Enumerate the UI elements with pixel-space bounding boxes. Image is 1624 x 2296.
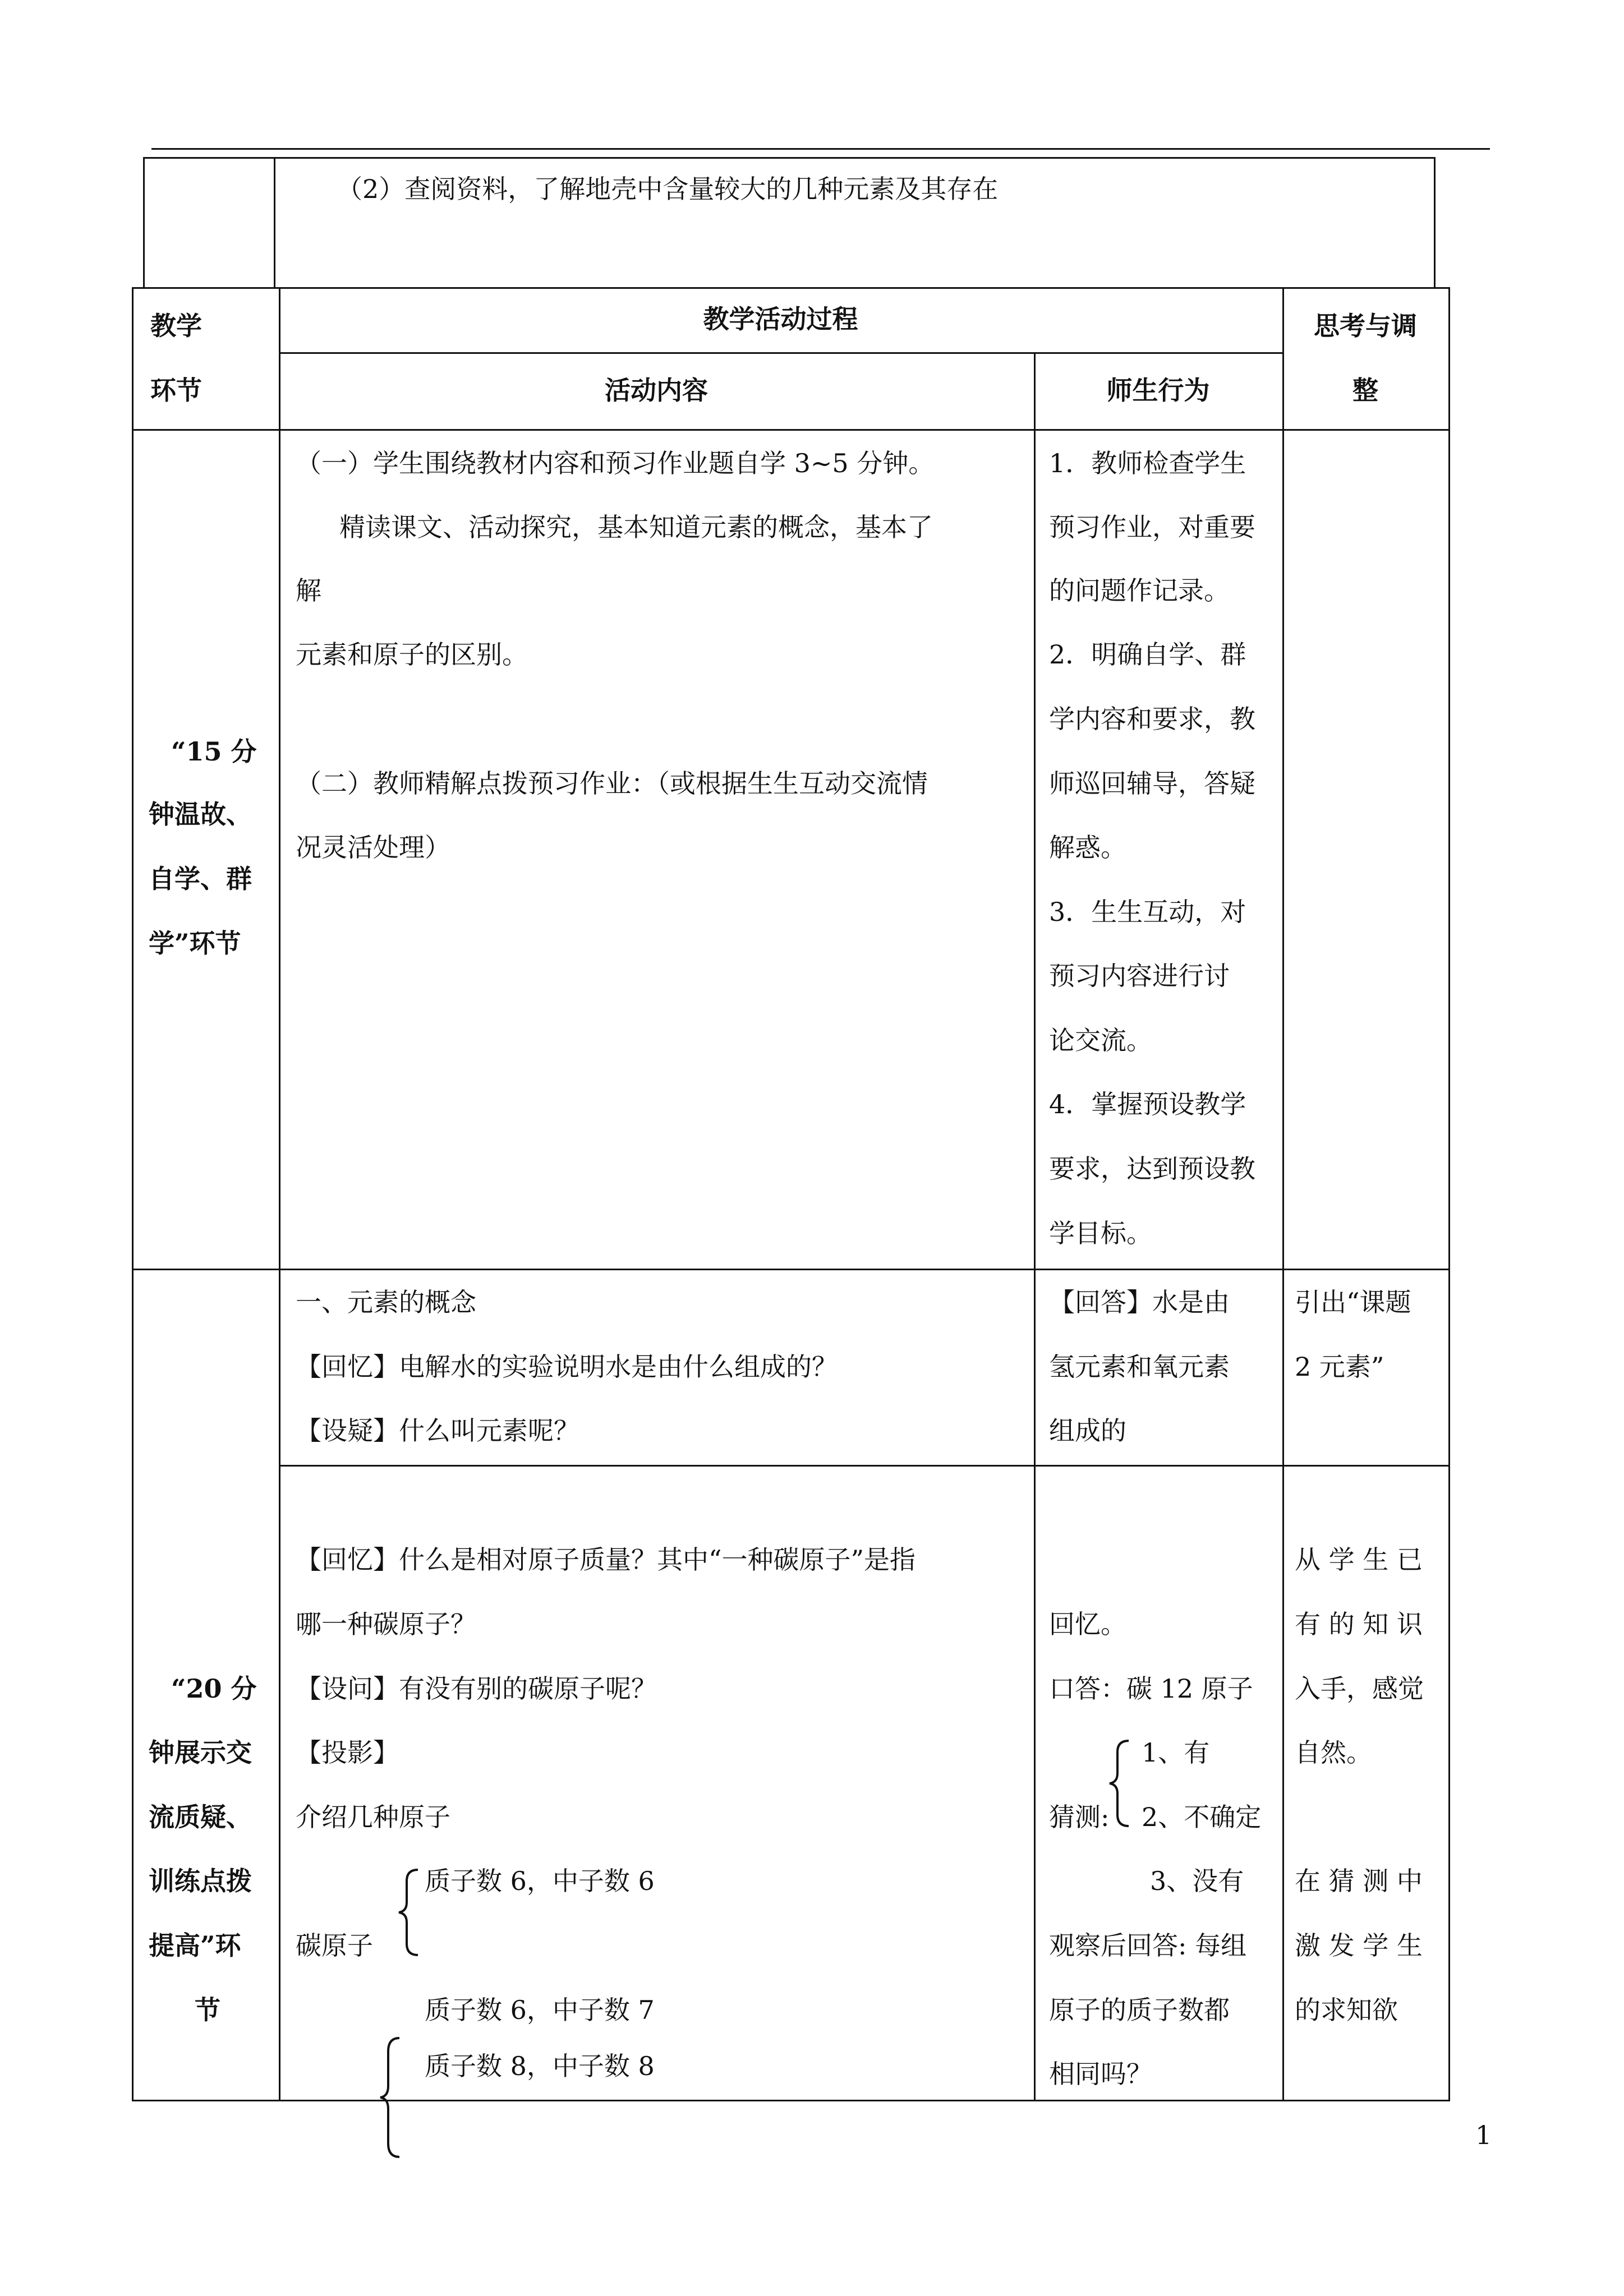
section1-behavior-1: 1．教师检查学生: [1049, 448, 1246, 478]
section2b-behavior-2: 口答：碳 12 原子: [1049, 1673, 1253, 1704]
header-section-line2: 环节: [150, 375, 202, 405]
section1-behavior-8: 3．生生互动，对: [1049, 897, 1246, 927]
carbon-brace-icon: [395, 1868, 424, 1957]
header-reflect-line2: 整: [1352, 375, 1378, 405]
section1-behavior-13: 学目标。: [1049, 1218, 1152, 1248]
guess-label: 猜测:: [1049, 1802, 1110, 1832]
section1-behavior-12: 要求，达到预设教: [1049, 1154, 1255, 1184]
observe-3: 相同吗？: [1049, 2059, 1152, 2089]
table-top-border: [132, 287, 1450, 289]
section2b-label-5: 提高”环: [149, 1930, 241, 1961]
guess-item-1: 1、有: [1142, 1737, 1210, 1768]
section2b-label-3: 流质疑、: [149, 1802, 252, 1832]
section2a-reflect-2: 2 元素”: [1295, 1352, 1384, 1382]
header-bottom-rule: [132, 429, 1450, 431]
section2a-content-2: 【回忆】电解水的实验说明水是由什么组成的？: [296, 1352, 838, 1382]
section2b-reflect-4: 自然。: [1295, 1737, 1372, 1768]
section2b-content-3: 【设问】有没有别的碳原子呢？: [296, 1673, 657, 1704]
section1-content-3: 解: [296, 575, 321, 606]
section1-bottom-rule: [132, 1269, 1450, 1270]
section1-behavior-2: 预习作业，对重要: [1049, 512, 1255, 542]
col-divider-1: [279, 287, 280, 2101]
observe-2: 原子的质子数都: [1049, 1995, 1230, 2025]
carbon-item-1: 质子数 6，中子数 6: [425, 1866, 655, 1896]
section1-behavior-9: 预习内容进行讨: [1049, 961, 1230, 991]
section2b-content-5: 介绍几种原子: [296, 1802, 450, 1832]
table-left-border: [132, 287, 134, 2101]
header-section-line1: 教学: [150, 311, 202, 341]
section2b-reflect-7: 的求知欲: [1295, 1995, 1398, 2025]
section2a-behavior-1: 【回答】水是由: [1049, 1287, 1230, 1317]
section1-label-2: 钟温故、: [149, 799, 252, 829]
top-row-top-border: [143, 157, 1436, 159]
section1-behavior-4: 2．明确自学、群: [1049, 639, 1246, 670]
section2b-reflect-2: 有 的 知 识: [1295, 1609, 1423, 1639]
section1-content-5: （二）教师精解点拨预习作业：（或根据生生互动交流情: [296, 768, 928, 799]
section1-content-4: 元素和原子的区别。: [296, 639, 528, 670]
section2b-reflect-5: 在 猜 测 中: [1295, 1866, 1423, 1896]
section2b-content-2: 哪一种碳原子？: [296, 1609, 476, 1639]
section1-label-1: “15 分: [171, 736, 257, 767]
top-row-text: （2）查阅资料，了解地壳中含量较大的几种元素及其存在: [337, 174, 999, 204]
section1-content-6: 况灵活处理）: [296, 832, 450, 863]
section2a-behavior-3: 组成的: [1049, 1416, 1126, 1446]
guess-brace-icon: [1106, 1739, 1134, 1828]
section2b-label-2: 钟展示交: [149, 1737, 252, 1768]
header-content: 活动内容: [605, 375, 708, 405]
page-number: 1: [1475, 2120, 1492, 2150]
section2a-behavior-2: 氢元素和氧元素: [1049, 1352, 1230, 1382]
guess-item-3: 3、没有: [1150, 1866, 1244, 1896]
header-reflect-line1: 思考与调: [1314, 311, 1417, 341]
header-subrule: [279, 352, 1284, 354]
section1-behavior-3: 的问题作记录。: [1049, 575, 1230, 606]
table-right-border: [1448, 287, 1450, 2101]
oxygen-brace-icon: [377, 2036, 405, 2159]
observe-1: 观察后回答: 每组: [1049, 1930, 1247, 1961]
carbon-label: 碳原子: [296, 1930, 373, 1961]
section2a-reflect-1: 引出“课题: [1295, 1287, 1411, 1317]
top-row-right-border: [1434, 157, 1436, 289]
top-row-divider: [274, 157, 275, 289]
section1-label-3: 自学、群: [149, 864, 252, 894]
table-bottom-border: [132, 2100, 1450, 2101]
guess-item-2: 2、不确定: [1142, 1802, 1262, 1832]
section1-behavior-11: 4．掌握预设教学: [1049, 1089, 1246, 1119]
section1-content-1: （一）学生围绕教材内容和预习作业题自学 3~5 分钟。: [296, 448, 935, 478]
section1-label-4: 学”环节: [149, 928, 241, 958]
section2b-reflect-3: 入手，感觉: [1295, 1673, 1424, 1704]
col-divider-3: [1282, 287, 1284, 2101]
carbon-item-2: 质子数 6，中子数 7: [425, 1995, 655, 2025]
section2a-bottom-rule: [279, 1465, 1450, 1467]
section1-behavior-6: 师巡回辅导，答疑: [1049, 768, 1255, 799]
oxygen-item: 质子数 8，中子数 8: [425, 2051, 655, 2081]
section2a-content-3: 【设疑】什么叫元素呢？: [296, 1416, 579, 1446]
section1-behavior-10: 论交流。: [1049, 1025, 1152, 1055]
section1-content-2: 精读课文、活动探究，基本知道元素的概念，基本了: [339, 512, 933, 542]
section2b-reflect-1: 从 学 生 已: [1295, 1545, 1423, 1575]
section2a-content-1: 一、元素的概念: [296, 1287, 476, 1317]
section2b-content-1: 【回忆】什么是相对原子质量？其中“一种碳原子”是指: [296, 1545, 916, 1575]
col-divider-2: [1034, 352, 1036, 2101]
section1-behavior-7: 解惑。: [1049, 832, 1126, 863]
section2b-label-6: 节: [195, 1995, 220, 2025]
header-behavior: 师生行为: [1106, 375, 1210, 405]
section2b-label-4: 训练点拨: [149, 1866, 252, 1896]
header-process: 教学活动过程: [703, 304, 858, 334]
section1-behavior-5: 学内容和要求，教: [1049, 704, 1255, 734]
section2b-content-4: 【投影】: [296, 1737, 399, 1768]
top-row-left-border: [143, 157, 145, 289]
section2b-behavior-1: 回忆。: [1049, 1609, 1126, 1639]
section2b-reflect-6: 激 发 学 生: [1295, 1930, 1423, 1961]
section2b-label-1: “20 分: [171, 1673, 257, 1704]
top-rule: [151, 148, 1490, 150]
